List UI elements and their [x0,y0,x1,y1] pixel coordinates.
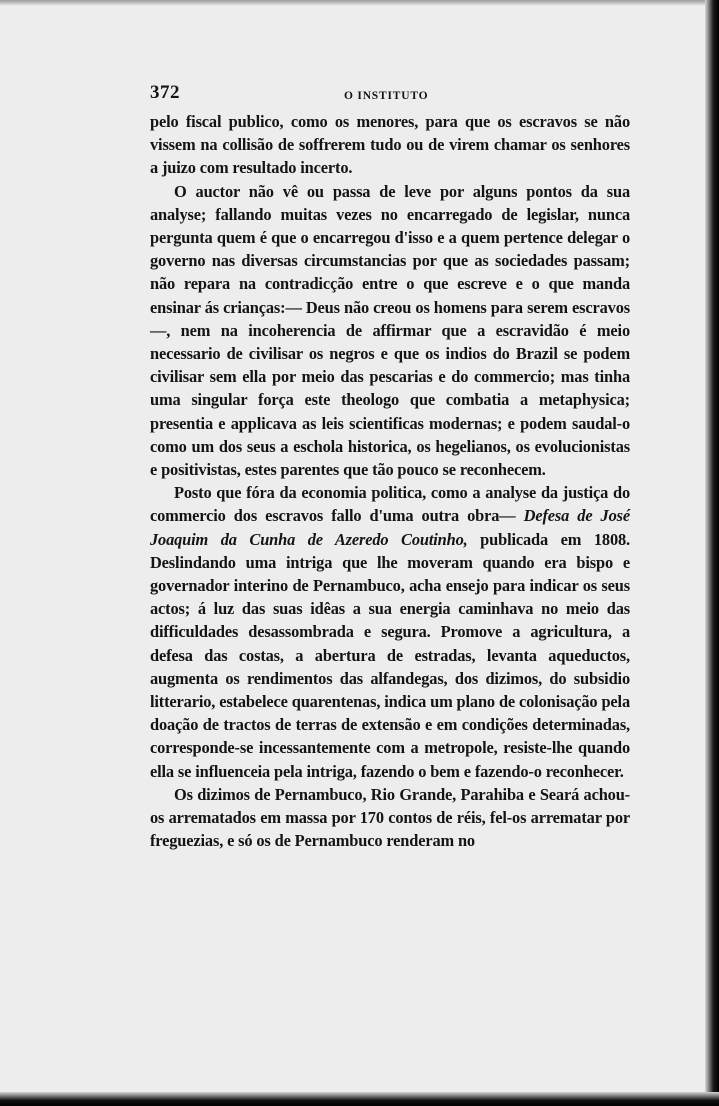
page-content [150,76,630,853]
body-text [150,110,630,853]
scan-bottom-edge [0,1092,719,1106]
paragraph-text: publicada em 1808. Deslindando uma intriga que lhe moveram quando era bispo e governador interino de Pernambuco, acha ensejo para indicar os seus actos; á luz das suas idêas a sua energia caminhava no meio das difficuldades desassombrada e segura. Promove a agricultura, a defesa das costas, a abertura de estradas, levanta aqueductos, augmenta os rendimentos das alfandegas, dos dizimos, do subsidio litterario, estabelece quarentenas, indica um plano de colonisação pela doação de tractos de terras de extensão e em condições determinadas, corresponde-se incessantemente com a metropole, resiste-lhe quando ella se influenceia pela intriga, fazendo o bem e fazendo-o reconhecer. [150,529,630,781]
page-header [150,76,630,104]
paragraph-text: Posto que fóra da economia politica, como a analyse da justiça do commercio dos escravos fallo d'uma outra obra— [150,483,630,526]
scan-top-shadow [0,0,719,6]
paragraph-text: pelo fiscal publico, como os menores, para que os escravos se não vissem na collisão de soffrerem tudo ou de virem chamar os senhores a juizo com resultado incerto. [150,112,630,178]
running-title: O INSTITUTO [344,90,429,102]
paragraph-text: Os dizimos de Pernambuco, Rio Grande, Parahiba e Seará achou-os arrematados em massa por 170 contos de réis, fel-os arrematar por freguezias, e só os de Pernambuco renderam no [150,784,630,851]
scan-right-edge [705,0,719,1106]
italic-title-text: Defesa de José Joaquim da Cunha de Azeredo Coutinho, [150,506,630,549]
paragraph [150,110,630,180]
paragraph [150,180,630,482]
paragraph [150,783,630,853]
paragraph-text: O auctor não vê ou passa de leve por alguns pontos da sua analyse; fallando muitas vezes no encarregado de legislar, nunca pergunta quem é que o encarregou d'isso e a quem pertence delegar o governo nas diversas circumstancias por que as sociedades passam; não repara na contradicção entre o que escreve e o que manda ensinar ás crianças:— Deus não creou os homens para serem escravos—, nem na incoherencia de affirmar que a escravidão é meio necessario de civilisar os negros e que os indios do Brazil se podem civilisar sem ella por meio das pescarias e do commercio; mas tinha uma singular força este theologo que combatia a metaphysica; presentia e applicava as leis scientificas modernas; e podem saudal-o como um dos seus a eschola historica, os hegelianos, os evolucionistas e positivistas, estes parentes que tão pouco se reconhecem. [150,181,630,480]
paragraph [150,481,630,783]
page-number: 372 [150,82,180,103]
